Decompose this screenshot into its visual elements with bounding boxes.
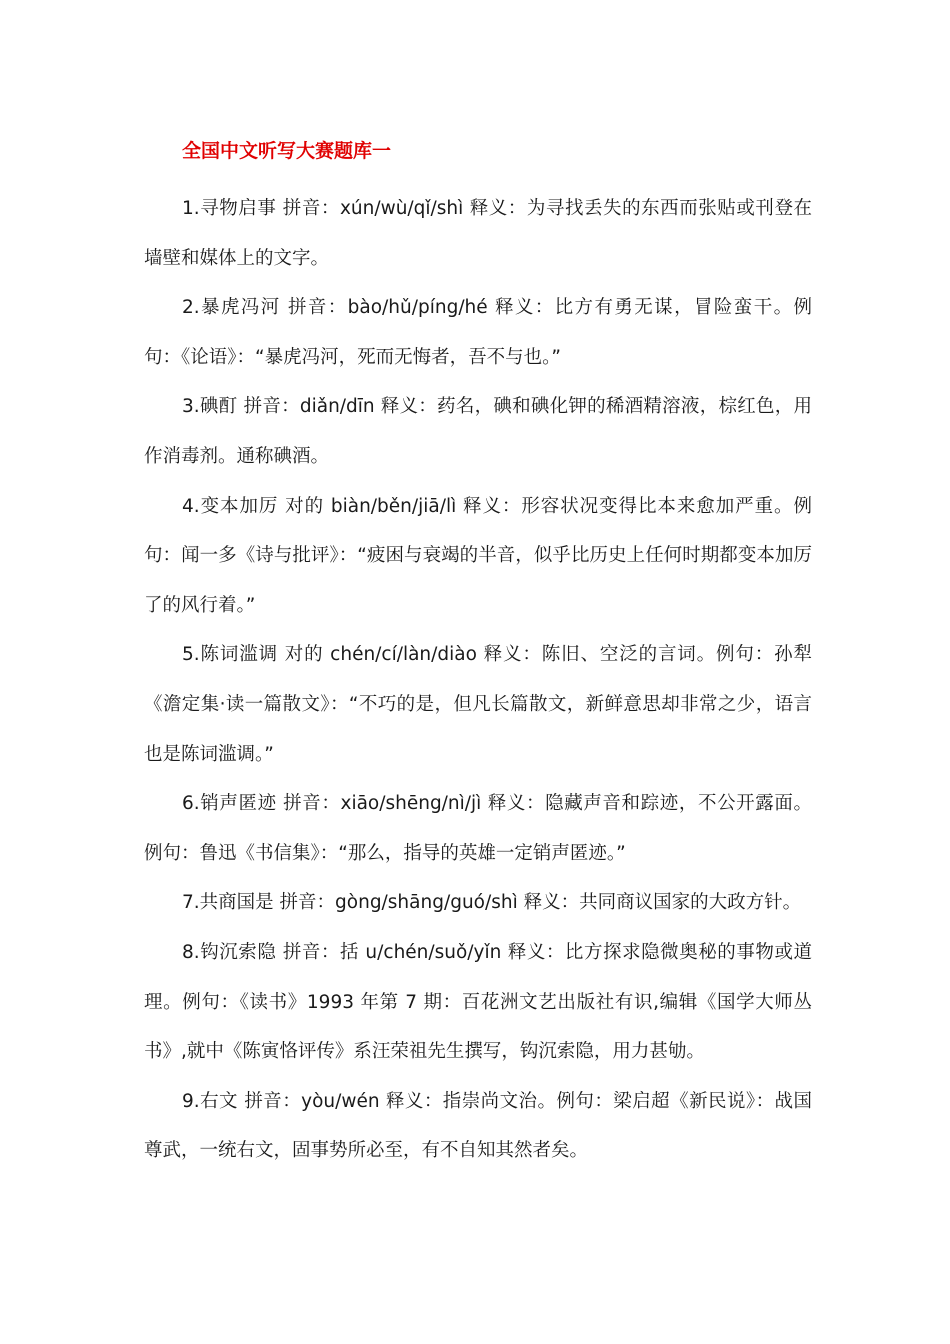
document-title: 全国中文听写大赛题库一 [182,140,392,162]
entry-7: 7.共商国是 拼音：gòng/shāng/guó/shì 释义：共同商议国家的大政方针。 [182,892,802,914]
entry-8: 8.钩沉索隐 拼音：括 u/chén/suǒ/yǐn 释义：比方探求隐微奥秘的事物或道理。例句：《读书》1993 年第 7 期：百花洲文艺出版社有识,编辑《国学大师丛书》,就中《陈寅恪评传》系汪荣祖先生撰写，钩沉索隐，用力甚劬。 [144,941,812,1063]
entry-list [144,184,812,1176]
entry-9: 9.右文 拼音：yòu/wén 释义：指崇尚文治。例句：梁启超《新民说》：战国尊武，一统右文，固事势所必至，有不自知其然者矣。 [144,1090,812,1162]
entry-2: 2.暴虎冯河 拼音：bào/hǔ/píng/hé 释义：比方有勇无谋，冒险蛮干。例句：《论语》：“暴虎冯河，死而无悔者，吾不与也。” [144,297,812,368]
entry-1: 1.寻物启事 拼音：xún/wù/qǐ/shì 释义：为寻找丢失的东西而张贴或刊登在墙壁和媒体上的文字。 [144,198,812,269]
entry-4: 4.变本加厉 对的 biàn/běn/jiā/lì 释义：形容状况变得比本来愈加严重。例句：闻一多《诗与批评》：“疲困与衰竭的半音，似乎比历史上任何时期都变本加厉了的风行着。” [144,495,812,616]
entry-6: 6.销声匿迹 拼音：xiāo/shēng/nì/jì 释义：隐藏声音和踪迹，不公开露面。例句：鲁迅《书信集》：“那么，指导的英雄一定销声匿迹。” [144,793,812,864]
entry-3: 3.碘酊 拼音：diǎn/dīn 释义：药名，碘和碘化钾的稀酒精溶液，棕红色，用作消毒剂。通称碘酒。 [144,396,812,467]
entry-5: 5.陈词滥调 对的 chén/cí/làn/diào 释义：陈旧、空泛的言词。例句：孙犁《澹定集·读一篇散文》：“不巧的是，但凡长篇散文，新鲜意思却非常之少，语言也是陈词滥调。” [144,644,812,765]
